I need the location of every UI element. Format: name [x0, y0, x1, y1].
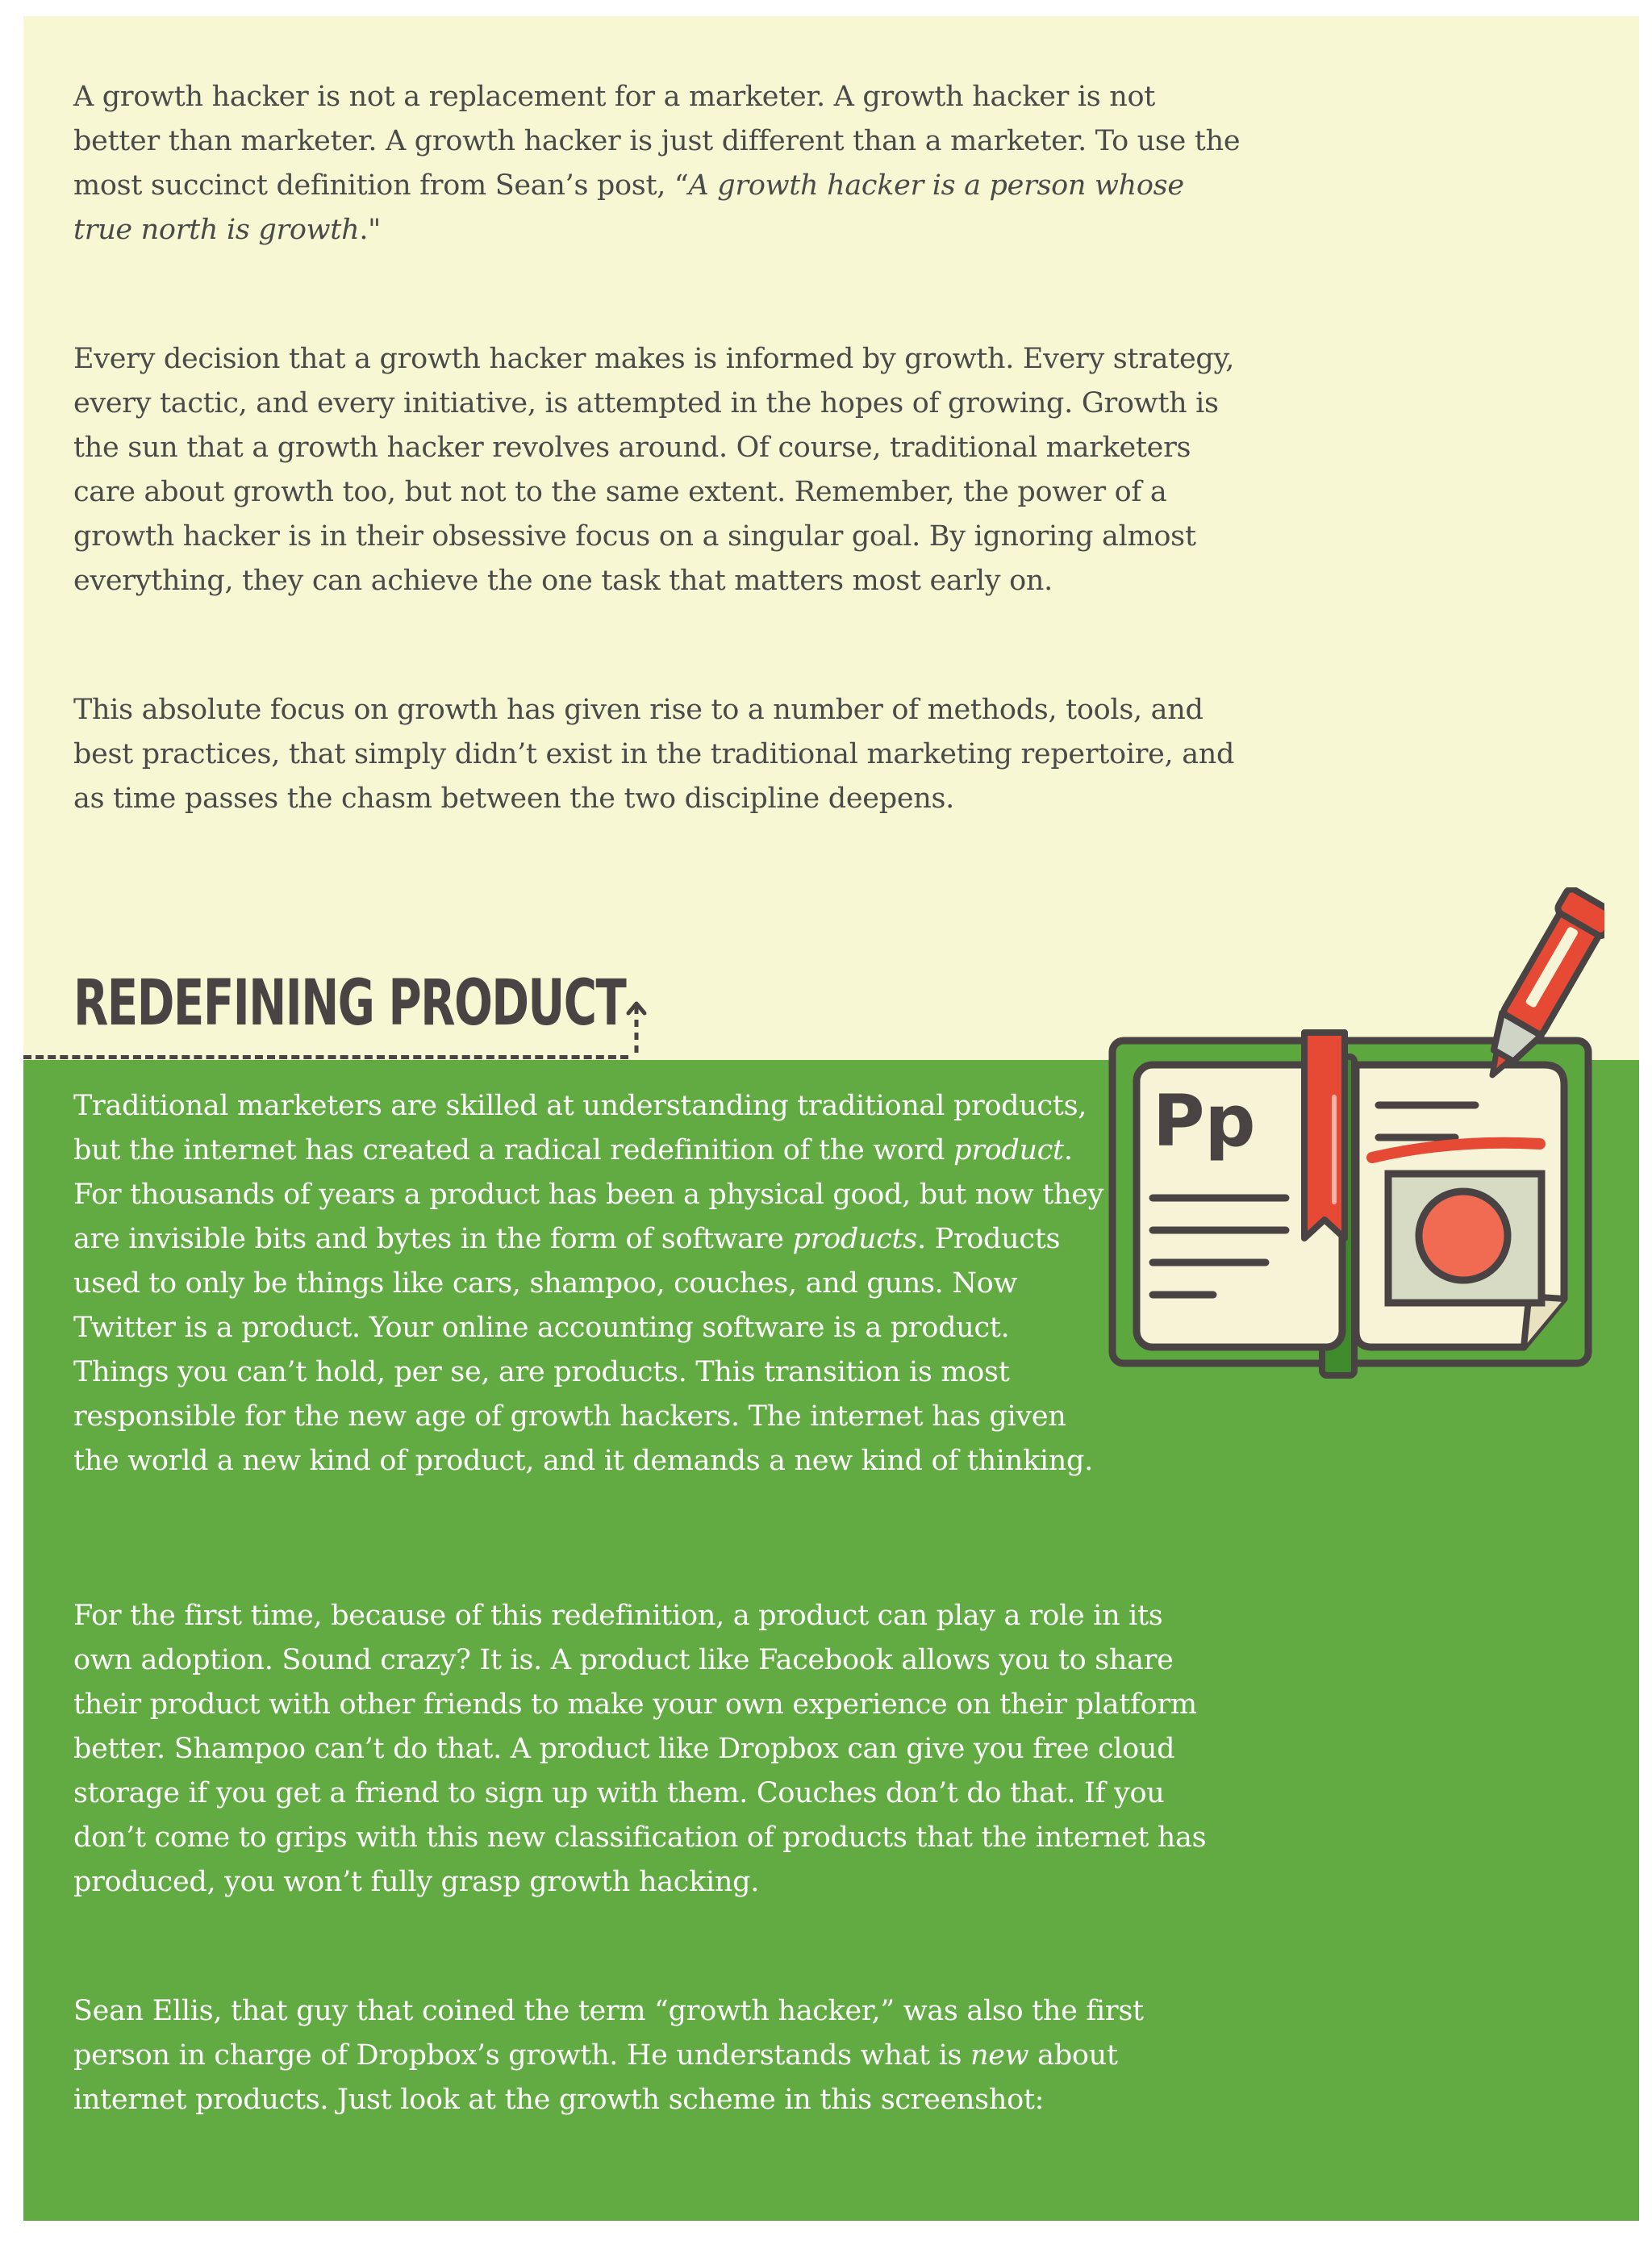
intro-text-end: ." — [359, 214, 381, 246]
pp-label: Pp — [1153, 1079, 1256, 1162]
red-circle-icon — [1419, 1191, 1508, 1280]
arrow-up-icon — [624, 999, 649, 1059]
growth-decision-paragraph: Every decision that a growth hacker makes is informed by growth. Every strategy, every tactic, and every initiative, is attempted in the hopes of growing. Growth is the sun that a growth hacker revolves around. Of course, traditional marketers care about growth too, but not to the same extent. Remember, the power of a growth hacker is in their obsessive focus on a singular goal. By ignoring almost everything, they can achieve the one task that matters most early on. — [73, 343, 1235, 597]
products-emphasis: products — [792, 1223, 917, 1255]
traditional-marketers-paragraph — [73, 1084, 1106, 1483]
section-heading: REDEFINING PRODUCT — [73, 967, 626, 1040]
traditional-text-1: Traditional marketers are skilled at understanding traditional products, but the internet has created a radical redefinition of the word — [73, 1090, 1087, 1166]
sean-ellis-text: Sean Ellis, that guy that coined the term “growth hacker,” was also the first person in charge of Dropbox’s growth. He understands what is — [73, 1995, 1144, 2072]
new-emphasis: new — [970, 2039, 1029, 2072]
intro-text: A growth hacker is not a replacement for a marketer. A growth hacker is not better than marketer. A growth hacker is just different than a marketer. To use the most succinct definition from Sean’s post, “ — [73, 81, 1241, 202]
intro-quote-emphasis: A growth hacker is a person whose true north is growth — [73, 169, 1184, 246]
sean-ellis-text-end: about internet products. Just look at the growth scheme in this screenshot: — [73, 2039, 1118, 2116]
book-marker-illustration — [1088, 887, 1604, 1396]
traditional-text-2: . For thousands of years a product has been a physical good, but now they are invisible bits and bytes in the form of software — [73, 1134, 1104, 1255]
absolute-focus-paragraph: This absolute focus on growth has given rise to a number of methods, tools, and best practices, that simply didn’t exist in the traditional marketing repertoire, and as time passes the chasm between the two discipline deepens. — [73, 694, 1235, 815]
intro-paragraph — [73, 75, 1243, 252]
bookmark-ribbon — [1304, 1033, 1345, 1238]
page — [23, 16, 1639, 2221]
traditional-text-3: . Products used to only be things like cars, shampoo, couches, and guns. Now Twitter is a product. Your online accounting software is a product. Things you can’t hold, per se, are products. This transition is most responsible for the new age of growth hackers. The internet has given the world a new kind of product, and it demands a new kind of thinking. — [73, 1223, 1093, 1477]
first-time-paragraph: For the first time, because of this redefinition, a product can play a role in its own adoption. Sound crazy? It is. A product like Facebook allows you to share their product with other friends to make your own experience on their platform better. Shampoo can’t do that. A product like Dropbox can give you free cloud storage if you get a friend to sign up with them. Couches don’t do that. If you don’t come to grips with this new classification of products that the internet has produced, you won’t fully grasp growth hacking. — [73, 1600, 1207, 1898]
heading-dashed-rule — [23, 1055, 628, 1059]
sean-ellis-paragraph — [73, 1989, 1219, 2122]
product-emphasis: product — [953, 1134, 1064, 1166]
